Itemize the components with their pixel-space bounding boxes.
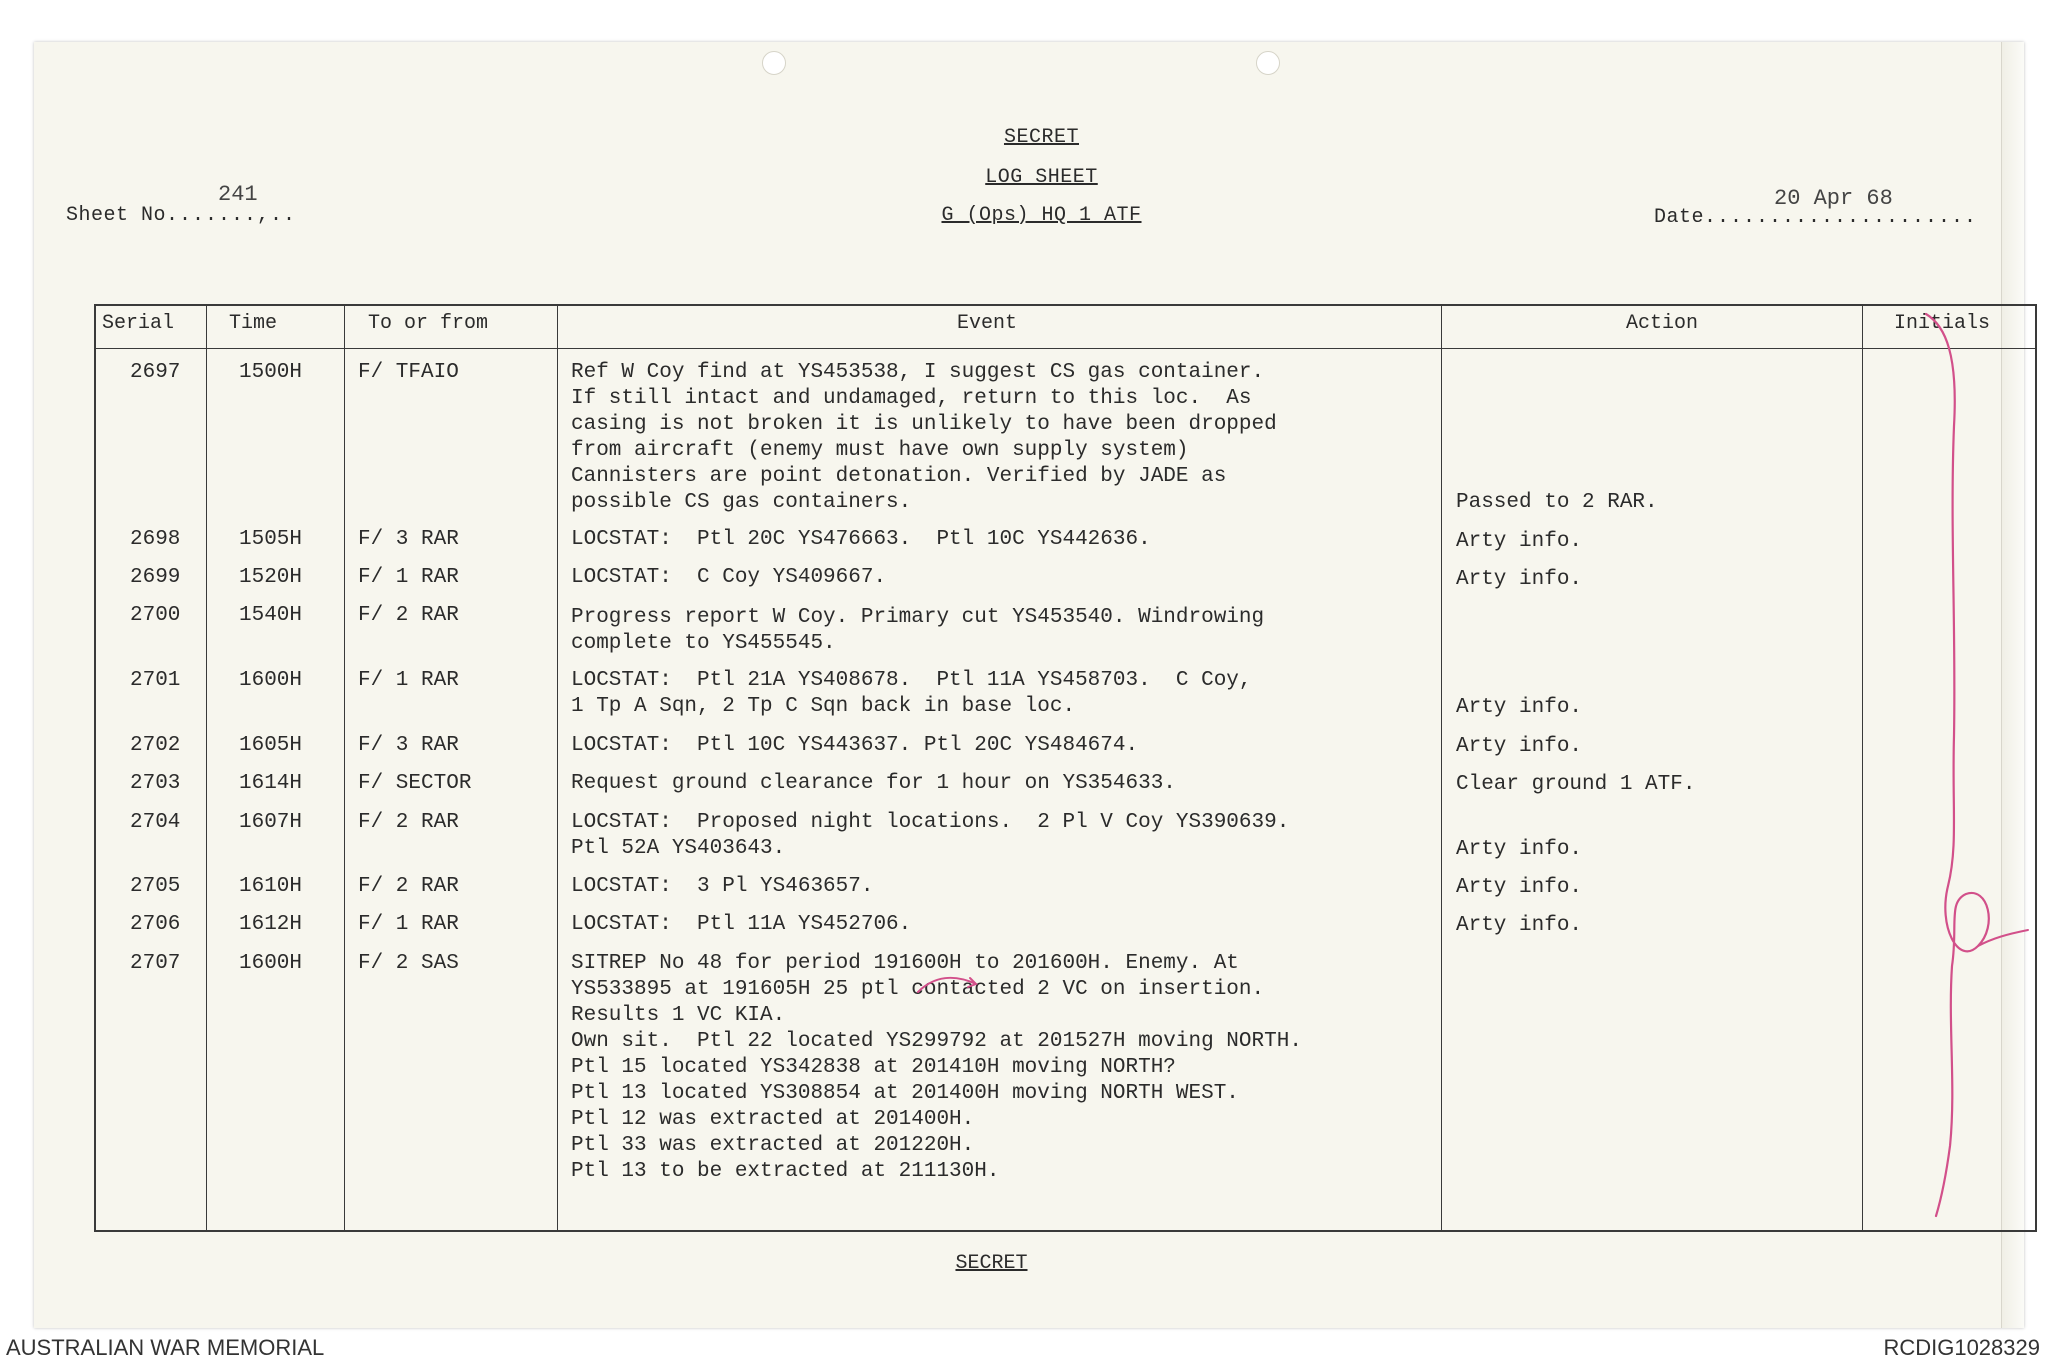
row-action: Arty info. [1456, 696, 1583, 719]
col-header-initials: Initials [1894, 312, 1991, 335]
row-serial: 2700 [130, 604, 181, 627]
header-rule [96, 348, 2035, 349]
row-event: LOCSTAT: Ptl 21A YS408678. Ptl 11A YS458703. C Coy, 1 Tp A Sqn, 2 Tp C Sqn back in base loc. [571, 669, 1252, 718]
row-from: F/ 1 RAR [358, 913, 459, 936]
col-header-serial: Serial [102, 312, 175, 335]
row-serial: 2703 [130, 772, 181, 795]
date-value: 20 Apr 68 [1774, 186, 1893, 211]
row-serial: 2705 [130, 875, 181, 898]
row-from: F/ 1 RAR [358, 566, 459, 589]
row-serial: 2702 [130, 734, 181, 757]
row-event: LOCSTAT: Ptl 10C YS443637. Ptl 20C YS484674. [571, 734, 1139, 757]
row-from: F/ 2 RAR [358, 875, 459, 898]
date-dots: ..................... [1704, 206, 1978, 229]
archive-name: AUSTRALIAN WAR MEMORIAL [6, 1335, 325, 1360]
row-from: F/ 2 RAR [358, 811, 459, 834]
row-event: LOCSTAT: 3 Pl YS463657. [571, 875, 874, 898]
log-sheet-paper [34, 42, 2024, 1328]
col-divider [1862, 306, 1863, 1230]
row-from: F/ 1 RAR [358, 669, 459, 692]
row-event: LOCSTAT: Ptl 20C YS476663. Ptl 10C YS442636. [571, 528, 1151, 551]
row-action: Arty info. [1456, 530, 1583, 553]
col-divider [206, 306, 207, 1230]
row-event: LOCSTAT: C Coy YS409667. [571, 566, 887, 589]
row-from: F/ SECTOR [358, 772, 472, 795]
row-serial: 2706 [130, 913, 181, 936]
correction-mark [914, 972, 984, 996]
row-time: 1600H [239, 669, 303, 692]
row-action: Arty info. [1456, 914, 1583, 937]
punch-hole-right [1256, 51, 1280, 75]
row-action: Arty info. [1456, 876, 1583, 899]
row-serial: 2698 [130, 528, 181, 551]
row-time: 1612H [239, 913, 303, 936]
classification-bottom: SECRET [955, 1252, 1028, 1275]
sheet-dots: .......,.. [166, 204, 297, 227]
row-from: F/ 3 RAR [358, 528, 459, 551]
row-time: 1607H [239, 811, 303, 834]
row-time: 1500H [239, 361, 303, 384]
col-divider [1441, 306, 1442, 1230]
col-header-event: Event [957, 312, 1018, 335]
row-action: Passed to 2 RAR. [1456, 491, 1658, 514]
row-from: F/ 2 SAS [358, 952, 459, 975]
row-time: 1520H [239, 566, 303, 589]
archive-id: RCDIG1028329 [1883, 1335, 2040, 1360]
row-serial: 2704 [130, 811, 181, 834]
row-from: F/ 3 RAR [358, 734, 459, 757]
row-event: Progress report W Coy. Primary cut YS453540. Windrowing complete to YS455545. [571, 606, 1265, 655]
row-time: 1614H [239, 772, 303, 795]
sheet-label: Sheet No [66, 204, 167, 227]
log-table [94, 304, 2037, 1232]
col-header-action: Action [1626, 312, 1699, 335]
row-event: LOCSTAT: Ptl 11A YS452706. [571, 913, 912, 936]
punch-hole-left [762, 51, 786, 75]
row-event: Ref W Coy find at YS453538, I suggest CS gas container. If still intact and undamaged, return to this loc. As casing is not broken it is unlikely to have been dropped from aircraft (enemy must have own supply system) Cannisters are point detonation. Verified by JADE as possible CS gas containers. [571, 361, 1277, 514]
row-action: Clear ground 1 ATF. [1456, 773, 1696, 796]
row-time: 1600H [239, 952, 303, 975]
row-from: F/ TFAIO [358, 361, 459, 384]
unit-name: G (Ops) HQ 1 ATF [941, 204, 1142, 227]
row-action: Arty info. [1456, 838, 1583, 861]
row-event: Request ground clearance for 1 hour on YS354633. [571, 772, 1176, 795]
row-serial: 2697 [130, 361, 181, 384]
row-time: 1505H [239, 528, 303, 551]
row-action: Arty info. [1456, 735, 1583, 758]
row-time: 1605H [239, 734, 303, 757]
sheet-title: LOG SHEET [985, 166, 1098, 189]
sheet-number: 241 [218, 182, 258, 207]
row-serial: 2707 [130, 952, 181, 975]
col-divider [344, 306, 345, 1230]
row-event: LOCSTAT: Proposed night locations. 2 Pl V Coy YS390639. Ptl 52A YS403643. [571, 811, 1290, 860]
row-serial: 2701 [130, 669, 181, 692]
date-label: Date [1654, 206, 1705, 229]
row-time: 1610H [239, 875, 303, 898]
col-divider [557, 306, 558, 1230]
row-action: Arty info. [1456, 568, 1583, 591]
sheet-number-field [66, 204, 296, 227]
row-from: F/ 2 RAR [358, 604, 459, 627]
row-serial: 2699 [130, 566, 181, 589]
col-header-to-or-from: To or from [368, 312, 489, 335]
row-time: 1540H [239, 604, 303, 627]
initials-signature-mark [1918, 266, 2038, 1226]
row-event: SITREP No 48 for period 191600H to 201600H. Enemy. At YS533895 at 191605H 25 ptl contacted 2 VC on insertion. Results 1 VC KIA. Own sit. Ptl 22 located YS299792 at 201527H moving NORTH. Ptl 15 located YS342838 at 201410H moving NORTH? Ptl 13 located YS308854 at 201400H moving NORTH WEST. Ptl 12 was extracted at 201400H. Ptl 33 was extracted at 201220H. Ptl 13 to be extracted at 211130H. [571, 952, 1302, 1183]
classification-top: SECRET [1003, 126, 1079, 149]
col-header-time: Time [229, 312, 278, 335]
